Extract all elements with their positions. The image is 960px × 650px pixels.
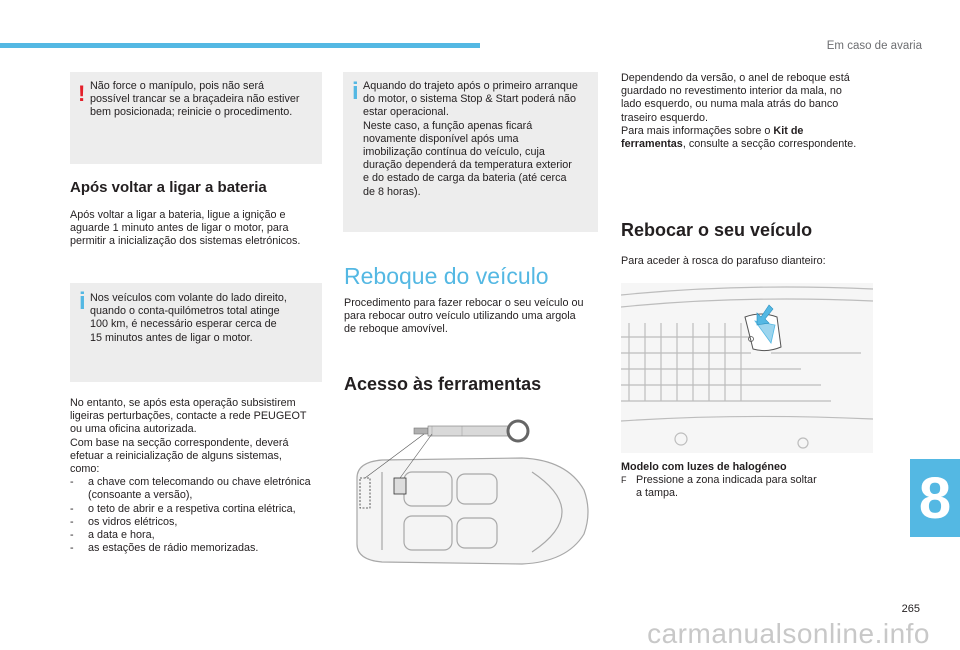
- caption-title: Modelo com luzes de halogéneo: [621, 461, 787, 473]
- more-info-text: Para mais informações sobre o: [621, 124, 774, 137]
- more-info-text: , consulte a secção correspondente.: [682, 138, 857, 151]
- storage-location-seat: [394, 478, 406, 494]
- front-bumper-figure: [621, 283, 873, 453]
- para-line: como:: [70, 463, 100, 476]
- info-line: Neste caso, a função apenas ficará: [363, 119, 533, 132]
- warning-line-2: possível trancar se a braçadeira não estiver: [90, 93, 300, 106]
- heading-tools-access: Acesso às ferramentas: [344, 374, 542, 394]
- para-line: guardado no revestimento interior da mala, no: [621, 85, 842, 98]
- para-line: ligeiras perturbações, contacte a rede PEUGEOT: [70, 410, 307, 423]
- info-line: quando o conta-quilómetros total atinge: [90, 305, 280, 318]
- toolkit-link-text: ferramentas: [621, 138, 683, 151]
- car-top-view-figure: [352, 412, 594, 572]
- para-towing: [344, 297, 604, 337]
- list-item-text: o teto de abrir e a respetiva cortina elétrica,: [88, 502, 296, 515]
- tow-eye-icon: [414, 421, 528, 441]
- caption-line: a tampa.: [636, 487, 679, 500]
- top-accent-bar: [0, 43, 480, 48]
- para-line: traseiro esquerdo.: [621, 111, 709, 124]
- info-line: estar operacional.: [363, 106, 449, 119]
- para-line: No entanto, se após esta operação subsistirem: [70, 397, 296, 409]
- para-line: para rebocar outro veículo utilizando uma argola: [344, 310, 576, 323]
- para-reinit: [70, 397, 330, 555]
- warning-line-1: Não force o manípulo, pois não será: [90, 80, 265, 92]
- info-box-stop-start: [343, 72, 598, 232]
- para-line: Dependendo da versão, o anel de reboque está: [621, 72, 850, 84]
- info-icon: i: [352, 78, 359, 105]
- title-towing: Reboque do veículo: [344, 263, 549, 289]
- para-line: lado esquerdo, ou numa mala atrás do banco: [621, 98, 839, 111]
- info-line: e do estado de carga da bateria (até cerca: [363, 172, 567, 185]
- caption-halogen: [621, 461, 881, 501]
- section-header: Em caso de avaria: [826, 40, 922, 52]
- bullet-marker: F: [621, 475, 627, 486]
- para-line: aguarde 1 minuto antes de ligar o motor, para: [70, 222, 289, 235]
- para-tow-ring-location: [621, 72, 886, 151]
- list-item-text: os vidros elétricos,: [88, 515, 178, 528]
- warning-line-3: bem posicionada; reinicie o procedimento.: [90, 106, 293, 119]
- para-line: efetuar a reinicialização de alguns sistemas,: [70, 449, 282, 462]
- more-info-line: [621, 138, 886, 151]
- info-line: Aquando do trajeto após o primeiro arranque: [363, 80, 578, 92]
- chapter-tab: 8: [910, 459, 960, 537]
- list-item: [70, 542, 330, 555]
- info-box-right-hand-drive: [70, 283, 322, 382]
- caption-step: [621, 474, 881, 500]
- para-line: Com base na secção correspondente, deverá: [70, 436, 289, 449]
- warning-exclamation-icon: !: [78, 81, 86, 106]
- heading-tow-your-vehicle: Rebocar o seu veículo: [621, 220, 813, 240]
- info-line: imobilização contínua do veículo, cuja: [363, 146, 545, 159]
- para-line: Após voltar a ligar a bateria, ligue a ignição e: [70, 209, 286, 221]
- systems-list: [70, 476, 330, 555]
- warning-box: [70, 72, 322, 164]
- para-line: de reboque amovível.: [344, 323, 448, 336]
- toolkit-link-text: Kit de: [773, 124, 804, 137]
- list-item: [70, 529, 330, 542]
- para-line: ou uma oficina autorizada.: [70, 423, 197, 436]
- list-item-text: a chave com telecomando ou chave eletrónica: [88, 476, 311, 489]
- info-line: Nos veículos com volante do lado direito,: [90, 292, 287, 304]
- info-line: 15 minutos antes de ligar o motor.: [90, 331, 253, 344]
- list-item: [70, 503, 330, 516]
- intro-front-screw: Para aceder à rosca do parafuso dianteiro:: [621, 255, 826, 267]
- para-line: Procedimento para fazer rebocar o seu veículo ou: [344, 297, 584, 309]
- info-line: novamente disponível após uma: [363, 132, 519, 145]
- more-info-line: [621, 125, 886, 138]
- car-outline-icon: [357, 458, 588, 564]
- para-after-battery: [70, 209, 325, 249]
- info-line: do motor, o sistema Stop & Start poderá não: [363, 93, 577, 106]
- heading-after-battery: Após voltar a ligar a bateria: [70, 179, 267, 196]
- list-item: [70, 516, 330, 529]
- info-line: 100 km, é necessário esperar cerca de: [90, 318, 277, 331]
- list-item-text: as estações de rádio memorizadas.: [88, 542, 259, 555]
- watermark: carmanualsonline.info: [647, 618, 930, 649]
- para-line: permitir a inicialização dos sistemas eletrónicos.: [70, 235, 301, 248]
- list-item-text: (consoante a versão),: [88, 489, 193, 502]
- caption-line: Pressione a zona indicada para soltar: [636, 474, 817, 487]
- info-line: de 8 horas).: [363, 185, 421, 198]
- info-icon: i: [79, 288, 86, 315]
- info-line: duração dependerá da temperatura exterior: [363, 159, 572, 172]
- list-item-text: a data e hora,: [88, 529, 155, 542]
- list-item: [70, 476, 330, 502]
- page-number: 265: [901, 603, 920, 615]
